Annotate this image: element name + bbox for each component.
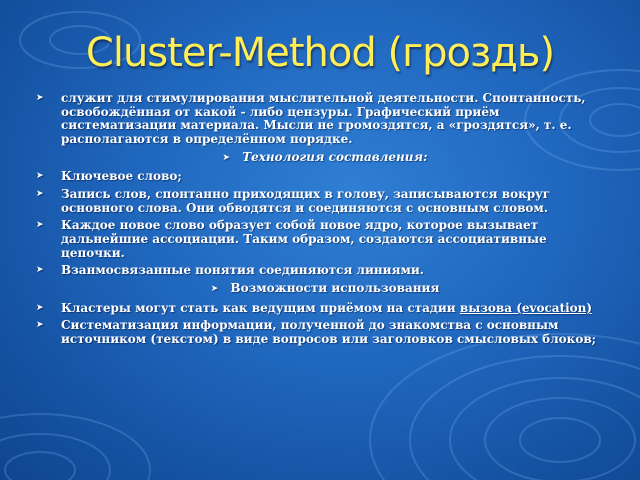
list-item bbox=[36, 264, 614, 278]
arrow-bullet-icon: ➤ bbox=[36, 220, 44, 231]
arrow-bullet-icon: ➤ bbox=[36, 189, 44, 200]
list-item-subheading bbox=[36, 282, 614, 296]
list-item bbox=[36, 92, 614, 147]
list-item bbox=[36, 188, 614, 215]
arrow-bullet-icon: ➤ bbox=[210, 284, 219, 295]
list-item-text: Ключевое слово; bbox=[61, 169, 182, 184]
arrow-bullet-icon: ➤ bbox=[36, 265, 44, 276]
arrow-bullet-icon: ➤ bbox=[222, 152, 231, 163]
arrow-bullet-icon: ➤ bbox=[36, 320, 44, 331]
list-item-subheading bbox=[36, 151, 614, 165]
list-item-text: Взанмосвязанные понятия соединяются линиями. bbox=[61, 263, 424, 278]
list-item-text: Технология составления: bbox=[242, 149, 428, 164]
list-item-text: служит для стимулирования мыслительной деятельности. Спонтанность, освобождённая от какой - либо цензуры. Графический приём систематизации материала. Мысли не громоздятся, а «гроздятся», т. е. располагаются в определённом порядке. bbox=[61, 91, 586, 147]
evocation-link[interactable]: вызова (evocation) bbox=[459, 300, 593, 315]
list-item-text: Каждое новое слово образует собой новое ядро, которое вызывает дальнейшие ассоциации. Таким образом, создаются ассоциативные цепочки. bbox=[61, 218, 547, 260]
arrow-bullet-icon: ➤ bbox=[36, 93, 44, 103]
list-item-text: Систематизация информации, полученной до знакомства с основным источником (текстом) в виде вопросов или заголовков смысловых блоков; bbox=[61, 318, 597, 347]
list-item bbox=[36, 302, 614, 316]
list-item-text: Возможности использования bbox=[230, 281, 440, 296]
list-item-text: Запись слов, спонтанно приходящих в голову, записываются вокруг основного слова. Они обводятся и соединяются с основным словом. bbox=[61, 187, 551, 215]
list-item bbox=[36, 170, 614, 184]
list-item bbox=[36, 319, 614, 346]
arrow-bullet-icon: ➤ bbox=[36, 171, 44, 182]
list-item-text: Кластеры могут стать как ведущим приёмом на стадии bbox=[61, 300, 460, 315]
list-item bbox=[36, 219, 614, 260]
bullet-list bbox=[36, 92, 614, 351]
arrow-bullet-icon: ➤ bbox=[36, 302, 44, 313]
slide-title: Cluster-Method (гроздь) bbox=[85, 30, 555, 76]
